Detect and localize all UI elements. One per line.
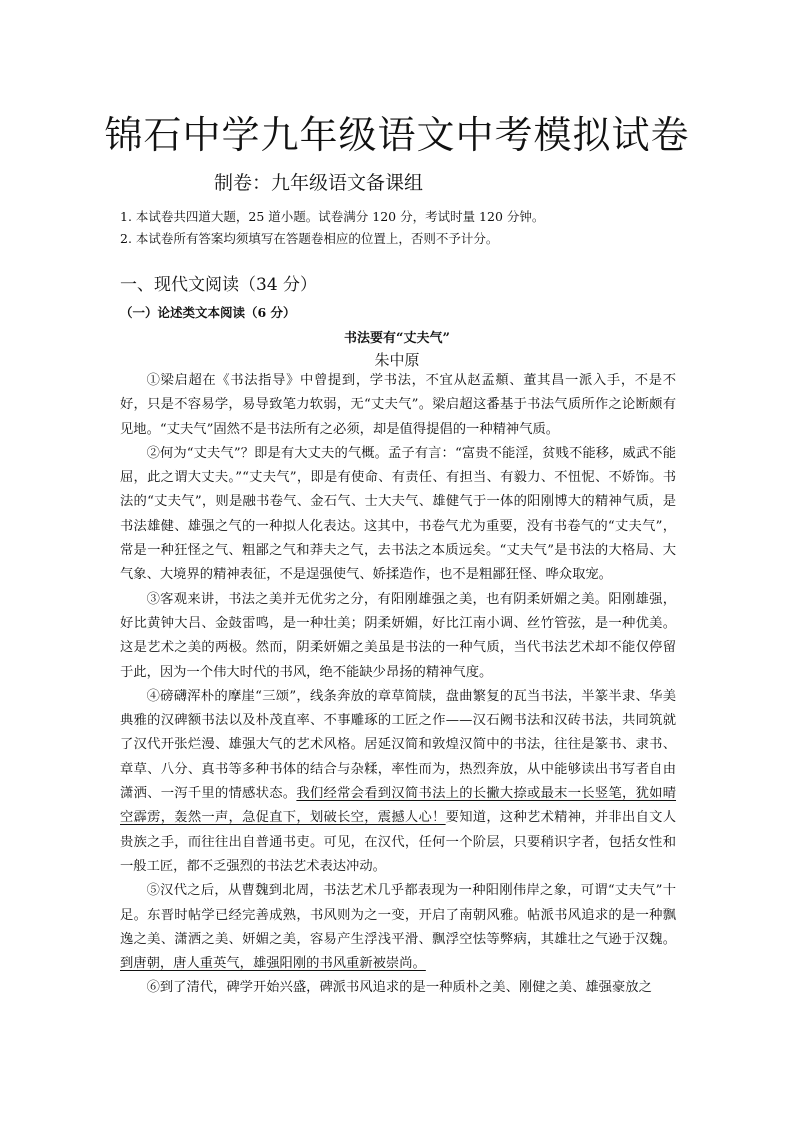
instruction-1: 1. 本试卷共四道大题，25 道小题。试卷满分 120 分，考试时量 120 分钟。 (120, 209, 545, 224)
paragraph-5 (120, 879, 676, 976)
paragraph-6: ⑥到了清代，碑学开始兴盛，碑派书风追求的是一种质朴之美、刚健之美、雄强豪放之 (146, 980, 652, 996)
paragraph-2: ②何为“丈夫气”？即是有大丈夫的气概。孟子有言：“富贵不能淫，贫贱不能移，威武不能屈，此之谓大丈夫。”“丈夫气”，即是有使命、有责任、有担当、有毅力、不忸怩、不娇饰。书法的“丈夫气”，则是融书卷气、金石气、士大夫气、雄健气于一体的阳刚博大的精神气质，是书法雄健、雄强之气的一种拟人化表达。这其中，书卷气尤为重要，没有书卷气的“丈夫气”，常是一种狂怪之气、粗鄙之气和莽夫之气，去书法之本质远矣。“丈夫气”是书法的大格局、大气象、大境界的精神表征，不是逞强使气、娇揉造作，也不是粗鄙狂怪、哗众取宠。 (120, 445, 676, 583)
section-heading: 一、现代文阅读（34 分） (120, 275, 318, 295)
instruction-2: 2. 本试卷所有答案均须填写在答题卷相应的位置上，否则不予计分。 (120, 231, 499, 246)
article-author: 朱中原 (374, 351, 420, 369)
exam-subtitle: 制卷：九年级语文备课组 (214, 172, 424, 194)
paragraph-4 (120, 685, 676, 879)
paragraph-5-text-a: ⑤汉代之后，从曹魏到北周，书法艺术几乎都表现为一种阳刚伟岸之象，可谓“丈夫气”十足。东晋时帖学已经完善成熟，书风则为之一变，开启了南朝风雅。帖派书风追求的是一种飘逸之美、潇洒之美、妍媚之美，容易产生浮浅平滑、飘浮空怯等弊病，其雄壮之气逊于汉魏。 (120, 883, 676, 947)
paragraph-5-underlined: 到唐朝，唐人重英气，雄强阳刚的书风重新被崇尚。 (120, 956, 426, 972)
paragraph-1: ①梁启超在《书法指导》中曾提到，学书法，不宜从赵孟頫、董其昌一派入手，不是不好，只是不容易学，易导致笔力软弱，无“丈夫气”。梁启超这番基于书法气质所作之论断颇有见地。“丈夫气”固然不是书法所有之必须，却是值得提倡的一种精神气质。 (120, 373, 676, 437)
paragraph-4-text-a: ④磅礴浑朴的摩崖“三颂”，线条奔放的章草简牍，盘曲繁复的瓦当书法，半篆半隶、华美典雅的汉碑额书法以及朴茂直率、不事雕琢的工匠之作——汉石阙书法和汉砖书法，共同筑就了汉代开张烂漫、雄强大气的艺术风格。居延汉简和敦煌汉简中的书法，往往是篆书、隶书、章草、八分、真书等多种书体的结合与杂糅，率性而为，热烈奔放，从中能够读出书写者自由潇洒、一泻千里的情感状态。 (120, 688, 676, 802)
exam-instructions (120, 206, 720, 250)
section-subheading: （一）论述类文本阅读（6 分） (120, 305, 296, 320)
paragraph-4-text-b: 要知道，这种艺术精神，并非出自文人贵族之手，而往往出自普通书吏。可见，在汉代，任何一个阶层，只要稍识字者，包括女性和一般工匠，都不乏强烈的书法艺术表达冲动。 (120, 810, 677, 874)
paragraph-3: ③客观来讲，书法之美并无优劣之分，有阳刚雄强之美，也有阴柔妍媚之美。阳刚雄强，好比黄钟大吕、金鼓雷鸣，是一种壮美；阴柔妍媚，好比江南小调、丝竹管弦，是一种优美。这是艺术之美的两极。然而，阴柔妍媚之美虽是书法的一种气质，当代书法艺术却不能仅停留于此，因为一个伟大时代的书风，绝不能缺少昂扬的精神气度。 (120, 591, 676, 680)
article-body (120, 369, 676, 1001)
article-title: 书法要有“丈夫气” (344, 331, 450, 346)
exam-title: 锦石中学九年级语文中考模拟试卷 (104, 113, 690, 157)
paragraph-4-underlined: 我们经常会看到汉简书法上的长撇大捺或最末一长竖笔，犹如晴空霹雳，轰然一声，急促直下，划破长空，震撼人心！ (120, 786, 677, 826)
